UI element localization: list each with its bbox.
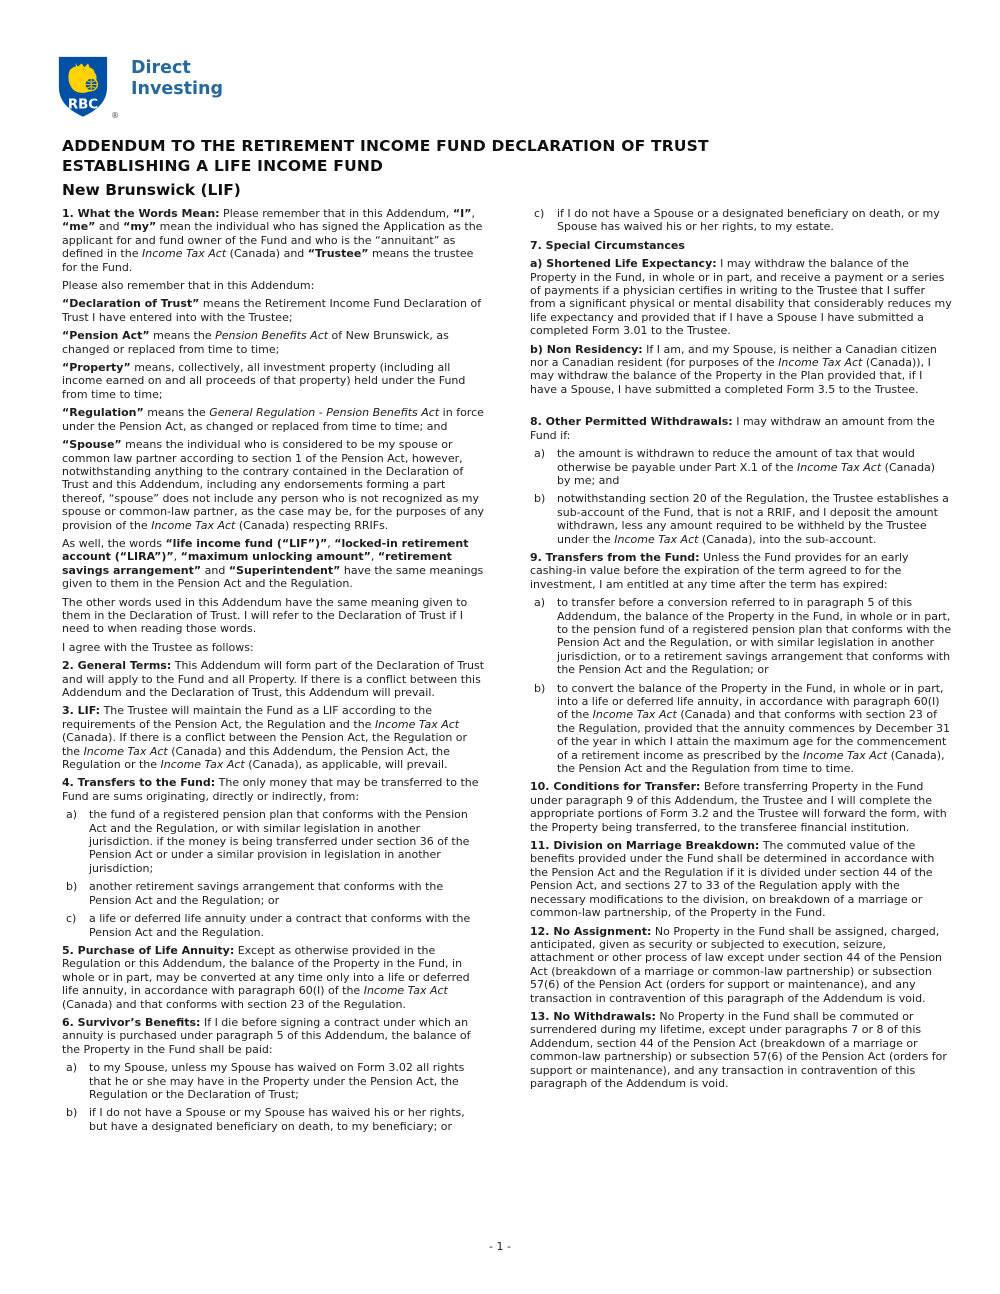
list-item-text: the fund of a registered pension plan that conforms with the Pension Act and the Regulation, or with similar legislation in another jurisdiction. if the money is being transferred under section 36 of the Pension Act or under a similar provision in legislation in another jurisdiction; bbox=[89, 808, 470, 875]
paragraph: I agree with the Trustee as follows: bbox=[62, 640, 254, 654]
list-item bbox=[530, 207, 952, 234]
list-item-label: a) bbox=[534, 596, 546, 610]
paragraph: 2. General Terms: This Addendum will form part of the Declaration of Trust and will apply to the Fund and all Property. If there is a conflict between this Addendum and the Declaration of Trust, this Addendum will prevail. bbox=[62, 659, 485, 699]
document-title-block bbox=[62, 136, 709, 200]
paragraph: 10. Conditions for Transfer: Before transferring Property in the Fund under paragraph 9 of this Addendum, the Trustee and I will complete the appropriate portions of Form 3.2 and the Trustee will forward the form, with the Property being transferred, to the transferee financial institution. bbox=[530, 780, 947, 834]
list-item-label: a) bbox=[66, 808, 78, 822]
paragraph: a) Shortened Life Expectancy: I may withdraw the balance of the Property in the Fund, in whole or in part, and receive a payment or a series of payments if a physician certifies in writing to the Trustee that I suffer from a significant physical or mental disability that considerably reduces my life expectancy and provided that if I have a Spouse I have submitted a completed Form 3.01 to the Trustee. bbox=[530, 257, 952, 338]
brand-name bbox=[131, 58, 223, 118]
paragraph: 7. Special Circumstances bbox=[530, 238, 685, 252]
list-item bbox=[62, 808, 486, 875]
list-item bbox=[62, 880, 486, 907]
paragraph: 9. Transfers from the Fund: Unless the Fund provides for an early cashing-in value before the expiration of the term agreed to for the investment, I am entitled at any time after the term has expired: bbox=[530, 550, 909, 591]
paragraph: 12. No Assignment: No Property in the Fund shall be assigned, charged, anticipated, given as security or subjected to execution, seizure, attachment or other process of law except under section 44 of the Pension Act (breakdown of a marriage or common-law partnership) or subsection 57(6) of the Pension Act (orders for support or maintenance), and any transaction in contravention of this paragraph of the Addendum is void. bbox=[530, 924, 943, 1005]
paragraph: “Regulation” means the General Regulation - Pension Benefits Act in force under the Pension Act, as changed or replaced from time to time; and bbox=[62, 406, 484, 433]
list-item-label: c) bbox=[534, 207, 545, 220]
list-item bbox=[62, 912, 486, 939]
paragraph: “Property” means, collectively, all investment property (including all income earned on and all proceeds of that property) held under the Fund from time to time; bbox=[62, 361, 466, 401]
list-item-text: another retirement savings arrangement that conforms with the Pension Act and the Regulation; or bbox=[89, 880, 444, 907]
document-body bbox=[62, 207, 952, 1133]
logo bbox=[57, 56, 223, 118]
document-title-line-2: ESTABLISHING A LIFE INCOME FUND bbox=[62, 157, 384, 175]
paragraph: 4. Transfers to the Fund: The only money that may be transferred to the Fund are sums originating, directly or indirectly, from: bbox=[62, 776, 479, 803]
list-item-text: if I do not have a Spouse or my Spouse has waived his or her rights, but have a designated beneficiary on death, to my beneficiary; or bbox=[89, 1106, 465, 1133]
list-item bbox=[530, 682, 952, 776]
rbc-shield-logo-icon bbox=[57, 56, 119, 120]
paragraph: 6. Survivor’s Benefits: If I die before signing a contract under which an annuity is purchased under paragraph 5 of this Addendum, the balance of the Property in the Fund shall be paid: bbox=[62, 1015, 471, 1056]
list-item bbox=[62, 1061, 486, 1101]
list-item bbox=[530, 492, 952, 546]
brand-line-direct: Direct bbox=[131, 58, 191, 78]
paragraph: “Spouse” means the individual who is considered to be my spouse or common law partner according to section 1 of the Pension Act, however, notwithstanding anything to the contrary contained in the Declaration of Trust and this Addendum, including any endorsements forming a part thereof, “spouse” does not include any person who is not recognized as my spouse or common-law partner, as the case may be, for the purposes of any provision of the Income Tax Act (Canada) respecting RRIFs. bbox=[62, 438, 485, 532]
list-item-text: a life or deferred life annuity under a contract that conforms with the Pension Act and the Regulation. bbox=[89, 912, 471, 939]
paragraph: As well, the words “life income fund (“LIF”)”, “locked-in retirement account (“LIRA”)”, “maximum unlocking amount”, “retirement savings arrangement” and “Superintendent” have the same meanings given to them in the Pension Act and the Regulation. bbox=[62, 536, 484, 591]
svg-text:RBC: RBC bbox=[67, 97, 99, 113]
paragraph: 8. Other Permitted Withdrawals: I may withdraw an amount from the Fund if: bbox=[530, 415, 935, 442]
left-column bbox=[62, 207, 486, 1133]
paragraph: “Pension Act” means the Pension Benefits Act of New Brunswick, as changed or replaced from time to time; bbox=[62, 329, 449, 356]
list-item-label: a) bbox=[66, 1061, 78, 1075]
list-item-text: to transfer before a conversion referred to in paragraph 5 of this Addendum, the balance of the Property in the Fund, in whole or in part, to the pension fund of a registered pension plan that conforms with the Pension Act and the Regulation, or with similar legislation in another jurisdiction, or to a retirement savings arrangement that conforms with the Pension Act and the Regulation; or bbox=[557, 596, 952, 677]
document-title-line-1: ADDENDUM TO THE RETIREMENT INCOME FUND DECLARATION OF TRUST bbox=[62, 137, 709, 155]
page-number: - 1 - bbox=[489, 1240, 511, 1253]
paragraph: The other words used in this Addendum have the same meaning given to them in the Declaration of Trust. I will refer to the Declaration of Trust if I need to when reading those words. bbox=[62, 595, 468, 636]
list-item-label: b) bbox=[66, 1106, 78, 1120]
list-item-label: b) bbox=[534, 681, 546, 695]
list-item-text: to convert the balance of the Property in the Fund, in whole or in part, into a life or deferred life annuity, in accordance with paragraph 60(I) of the Income Tax Act (Canada) and that conforms with section 23 of the Regulation, provided that the annuity commences by December 31 of the year in which I attain the maximum age for the commencement of a retirement income as prescribed by the Income Tax Act (Canada), the Pension Act and the Regulation from time to time. bbox=[557, 681, 950, 776]
list-item-text: if I do not have a Spouse or a designated beneficiary on death, or my Spouse has waived his or her rights, to my estate. bbox=[557, 207, 940, 234]
registered-trademark-symbol: ® bbox=[111, 111, 119, 120]
document-subtitle: New Brunswick (LIF) bbox=[62, 181, 241, 199]
brand-line-investing: Investing bbox=[131, 79, 224, 99]
list-item-text: notwithstanding section 20 of the Regulation, the Trustee establishes a sub-account of the Fund, that is not a RRIF, and I deposit the amount withdrawn, less any amount required to be withheld by the Trustee under the Income Tax Act (Canada), into the sub-account. bbox=[557, 492, 949, 546]
paragraph: 5. Purchase of Life Annuity: Except as otherwise provided in the Regulation or this Addendum, the balance of the Property in the Fund, in whole or in part, may be converted at any time only into a life or deferred life annuity, in accordance with paragraph 60(I) of the Income Tax Act (Canada) and that conforms with section 23 of the Regulation. bbox=[62, 943, 470, 1011]
paragraph: 11. Division on Marriage Breakdown: The commuted value of the benefits provided under the Fund shall be determined in accordance with the Pension Act and the Regulation if it is divided under section 44 of the Pension Act, and sections 27 to 33 of the Regulation apply with the necessary modifications to the division, on breakdown of a marriage or common-law partnership, of the Property in the Fund. bbox=[530, 839, 935, 920]
list-item-label: c) bbox=[66, 912, 77, 926]
paragraph: 1. What the Words Mean: Please remember that in this Addendum, “I”, “me” and “my” mean the individual who has signed the Application as the applicant for and fund owner of the Fund and who is the “annuitant” as defined in the Income Tax Act (Canada) and “Trustee” means the trustee for the Fund. bbox=[62, 207, 483, 274]
list-item bbox=[530, 447, 952, 487]
paragraph: 13. No Withdrawals: No Property in the Fund shall be commuted or surrendered during my lifetime, except under paragraphs 7 or 8 of this Addendum, section 44 of the Pension Act (breakdown of a marriage or common-law partnership) or subsection 57(6) of the Pension Act (orders for support or maintenance), and any transaction in contravention of this paragraph of the Addendum is void. bbox=[530, 1009, 947, 1090]
list-item-text: the amount is withdrawn to reduce the amount of tax that would otherwise be payable under Part X.1 of the Income Tax Act (Canada) by me; and bbox=[557, 447, 936, 487]
list-item-label: b) bbox=[534, 492, 546, 506]
list-item-label: a) bbox=[534, 447, 546, 461]
paragraph: Please also remember that in this Addendum: bbox=[62, 279, 315, 293]
right-column bbox=[530, 207, 952, 1090]
list-item bbox=[530, 596, 952, 676]
paragraph: 3. LIF: The Trustee will maintain the Fund as a LIF according to the requirements of the Pension Act, the Regulation and the Income Tax Act (Canada). If there is a conflict between the Pension Act, the Regulation or the Income Tax Act (Canada) and this Addendum, the Pension Act, the Regulation or the Income Tax Act (Canada), as applicable, will prevail. bbox=[62, 704, 468, 772]
paragraph: “Declaration of Trust” means the Retirement Income Fund Declaration of Trust I have entered into with the Trustee; bbox=[62, 297, 482, 324]
list-item-text: to my Spouse, unless my Spouse has waived on Form 3.02 all rights that he or she may have in the Property under the Pension Act, the Regulation or the Declaration of Trust; bbox=[89, 1061, 465, 1101]
paragraph: b) Non Residency: If I am, and my Spouse, is neither a Canadian citizen nor a Canadian resident (for purposes of the Income Tax Act (Canada)), I may withdraw the balance of the Property in the Plan provided that, if I have a Spouse, I have submitted a completed Form 3.5 to the Trustee. bbox=[530, 342, 937, 396]
list-item bbox=[62, 1106, 486, 1133]
list-item-label: b) bbox=[66, 880, 78, 894]
